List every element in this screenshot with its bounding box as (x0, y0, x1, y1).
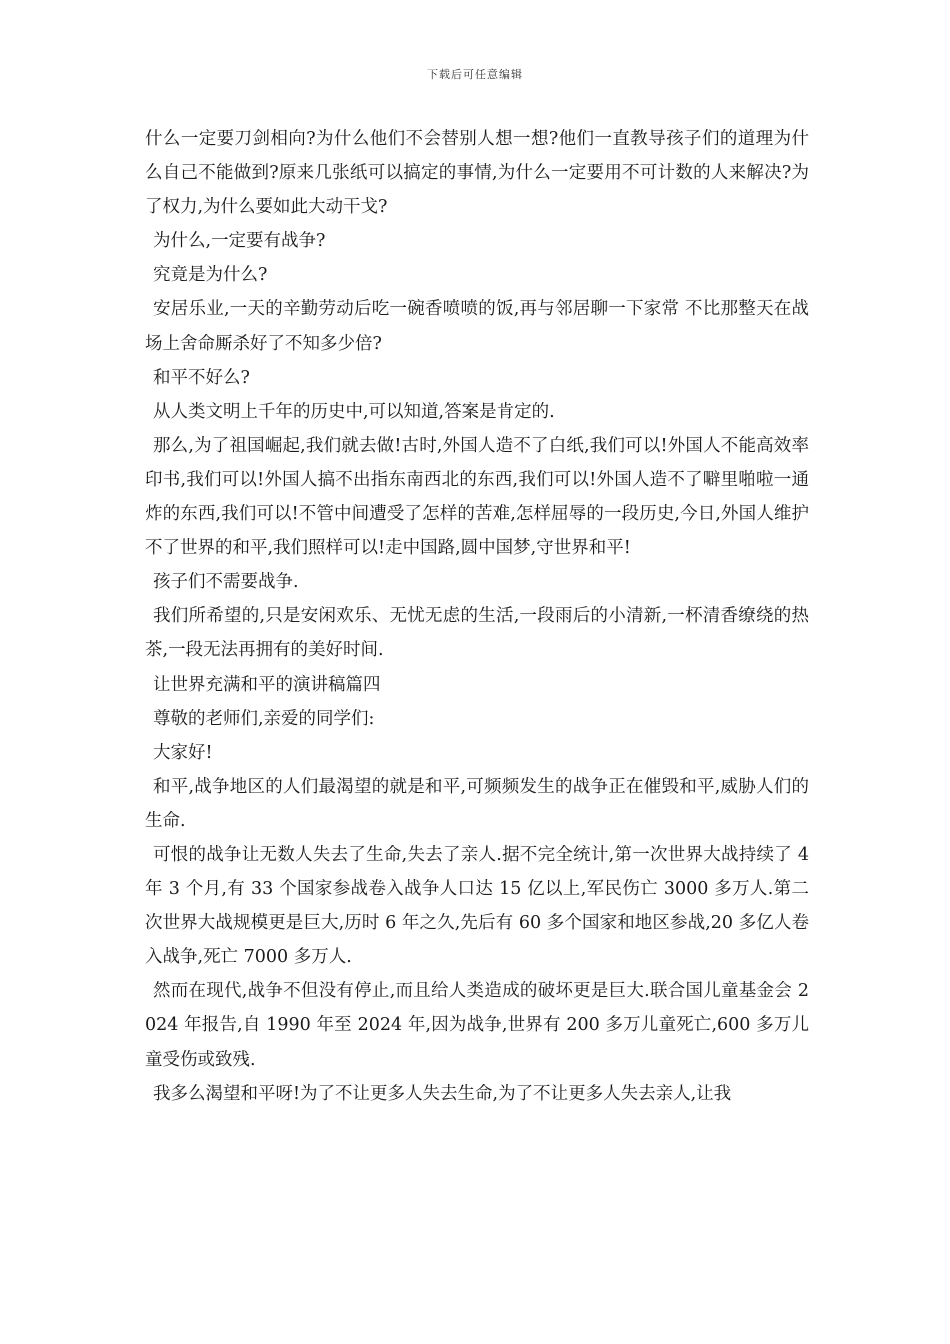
paragraph: 孩子们不需要战争. (153, 572, 299, 593)
paragraph: 我多么渴望和平呀!为了不让更多人失去生命,为了不让更多人失去亲人,让我 (153, 1083, 732, 1104)
paragraph: 为什么,一定要有战争? (153, 231, 326, 252)
paragraph: 可恨的战争让无数人失去了生命,失去了亲人.据不完全统计,第一次世界大战持续了 4 年 3 个月,有 33 个国家参战卷入战争人口达 15 亿以上,军民伤亡 3000 多万人.第二次世界大战规模更是巨大,历时 6 年之久,先后有 60 多个国家和地区参战,20 多亿人卷入战争,死亡 7000 多万人. (145, 844, 809, 968)
paragraph: 和平不好么? (153, 367, 250, 388)
paragraph: 和平,战争地区的人们最渴望的就是和平,可频频发生的战争正在催毁和平,威胁人们的生命. (145, 776, 809, 831)
page-header: 下载后可任意编辑 (427, 68, 523, 81)
paragraph: 究竟是为什么? (153, 265, 268, 286)
paragraph: 安居乐业,一天的辛勤劳动后吃一碗香喷喷的饭,再与邻居聊一下家常 不比那整天在战场上舍命厮杀好了不知多少倍? (145, 299, 809, 354)
document-body (145, 122, 809, 1111)
paragraph: 什么一定要刀剑相向?为什么他们不会替别人想一想?他们一直教导孩子们的道理为什么自己不能做到?原来几张纸可以搞定的事情,为什么一定要用不可计数的人来解决?为了权力,为什么要如此大动干戈? (145, 129, 809, 218)
paragraph: 然而在现代,战争不但没有停止,而且给人类造成的破坏更是巨大.联合国儿童基金会 2024 年报告,自 1990 年至 2024 年,因为战争,世界有 200 多万儿童死亡,600 多万儿童受伤或致残. (145, 981, 809, 1070)
paragraph: 我们所希望的,只是安闲欢乐、无忧无虑的生活,一段雨后的小清新,一杯清香缭绕的热茶,一段无法再拥有的美好时间. (145, 606, 809, 661)
greeting: 大家好! (153, 742, 213, 763)
paragraph: 从人类文明上千年的历史中,可以知道,答案是肯定的. (153, 401, 555, 422)
paragraph: 那么,为了祖国崛起,我们就去做!古时,外国人造不了白纸,我们可以!外国人不能高效率印书,我们可以!外国人搞不出指东南西北的东西,我们可以!外国人造不了噼里啪啦一通炸的东西,我们可以!不管中间遭受了怎样的苦难,怎样屈辱的一段历史,今日,外国人维护不了世界的和平,我们照样可以!走中国路,圆中国梦,守世界和平! (145, 435, 809, 559)
section-heading: 让世界充满和平的演讲稿篇四 (153, 674, 381, 695)
salutation: 尊敬的老师们,亲爱的同学们: (153, 708, 375, 729)
